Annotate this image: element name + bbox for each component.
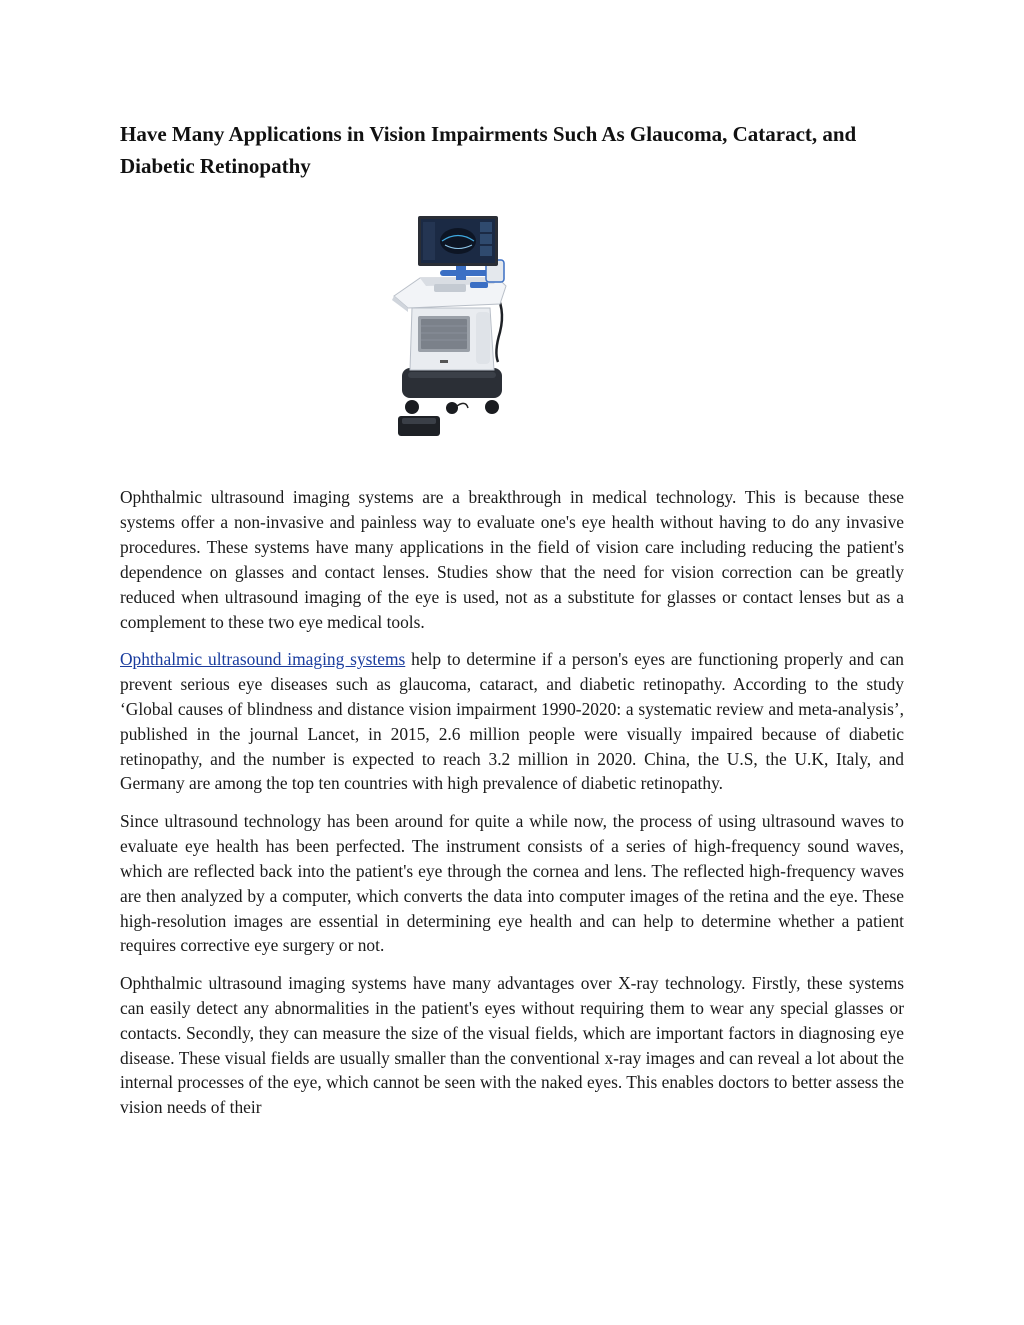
paragraph-4-text: Ophthalmic ultrasound imaging systems have many advantages over X-ray technology. Firstly, these systems can easily detect any abnormalities in the patient's eyes without requiring them to wear any special glasses or contacts. Secondly, they can measure the size of the visual fields, which are important factors in diagnosing eye disease. These visual fields are usually smaller than the conventional x-ray images and can reveal a lot about the internal processes of the eye, which cannot be seen with the naked eyes. This enables doctors to better assess the vision needs of their [120,972,904,1118]
page-title: Have Many Applications in Vision Impairments Such As Glaucoma, Cataract, and Diabetic Retinopathy [120,122,857,178]
ophthalmic-ultrasound-link[interactable]: Ophthalmic ultrasound imaging systems [120,648,406,669]
ultrasound-cart-illustration [390,212,640,447]
article-body [120,485,904,1133]
cart-body [410,308,494,370]
paragraph-2 [120,647,904,796]
paragraph-1-text: Ophthalmic ultrasound imaging systems are a breakthrough in medical technology. This is because these systems offer a non-invasive and painless way to evaluate one's eye health without having to do any invasive procedures. These systems have many applications in the field of vision care including reducing the patient's dependence on glasses and contact lenses. Studies show that the need for vision correction can be greatly reduced when ultrasound imaging of the eye is used, not as a substitute for glasses or contact lenses but as a complement to these two eye medical tools. [120,487,904,632]
paragraph-1 [120,485,904,634]
paragraph-3 [120,809,904,958]
paragraph-3-text: Since ultrasound technology has been around for quite a while now, the process of using ultrasound waves to evaluate eye health has been perfected. The instrument consists of a series of high-frequency sound waves, which are reflected back into the patient's eye through the cornea and lens. The reflected high-frequency waves are then analyzed by a computer, which converts the data into computer images of the retina and the eye. These high-resolution images are essential in determining eye health and can help to determine whether a patient requires corrective eye surgery or not. [120,810,904,956]
product-image [390,212,640,447]
monitor [418,216,498,266]
paragraph-4 [120,971,904,1120]
cart-base [402,368,502,414]
paragraph-2-text: help to determine if a person's eyes are functioning properly and can prevent serious eye diseases such as glaucoma, cataract, and diabetic retinopathy. According to the study ‘Global causes of blindness and distance vision impairment 1990-2020: a systematic review and meta-analysis’, published in the journal Lancet, in 2015, 2.6 million people were visually impaired because of diabetic retinopathy, and the number is expected to reach 3.2 million in 2020. China, the U.S, the U.K, Italy, and Germany are among the top ten countries with high prevalence of diabetic retinopathy. [120,648,904,794]
control-desk [392,278,506,312]
